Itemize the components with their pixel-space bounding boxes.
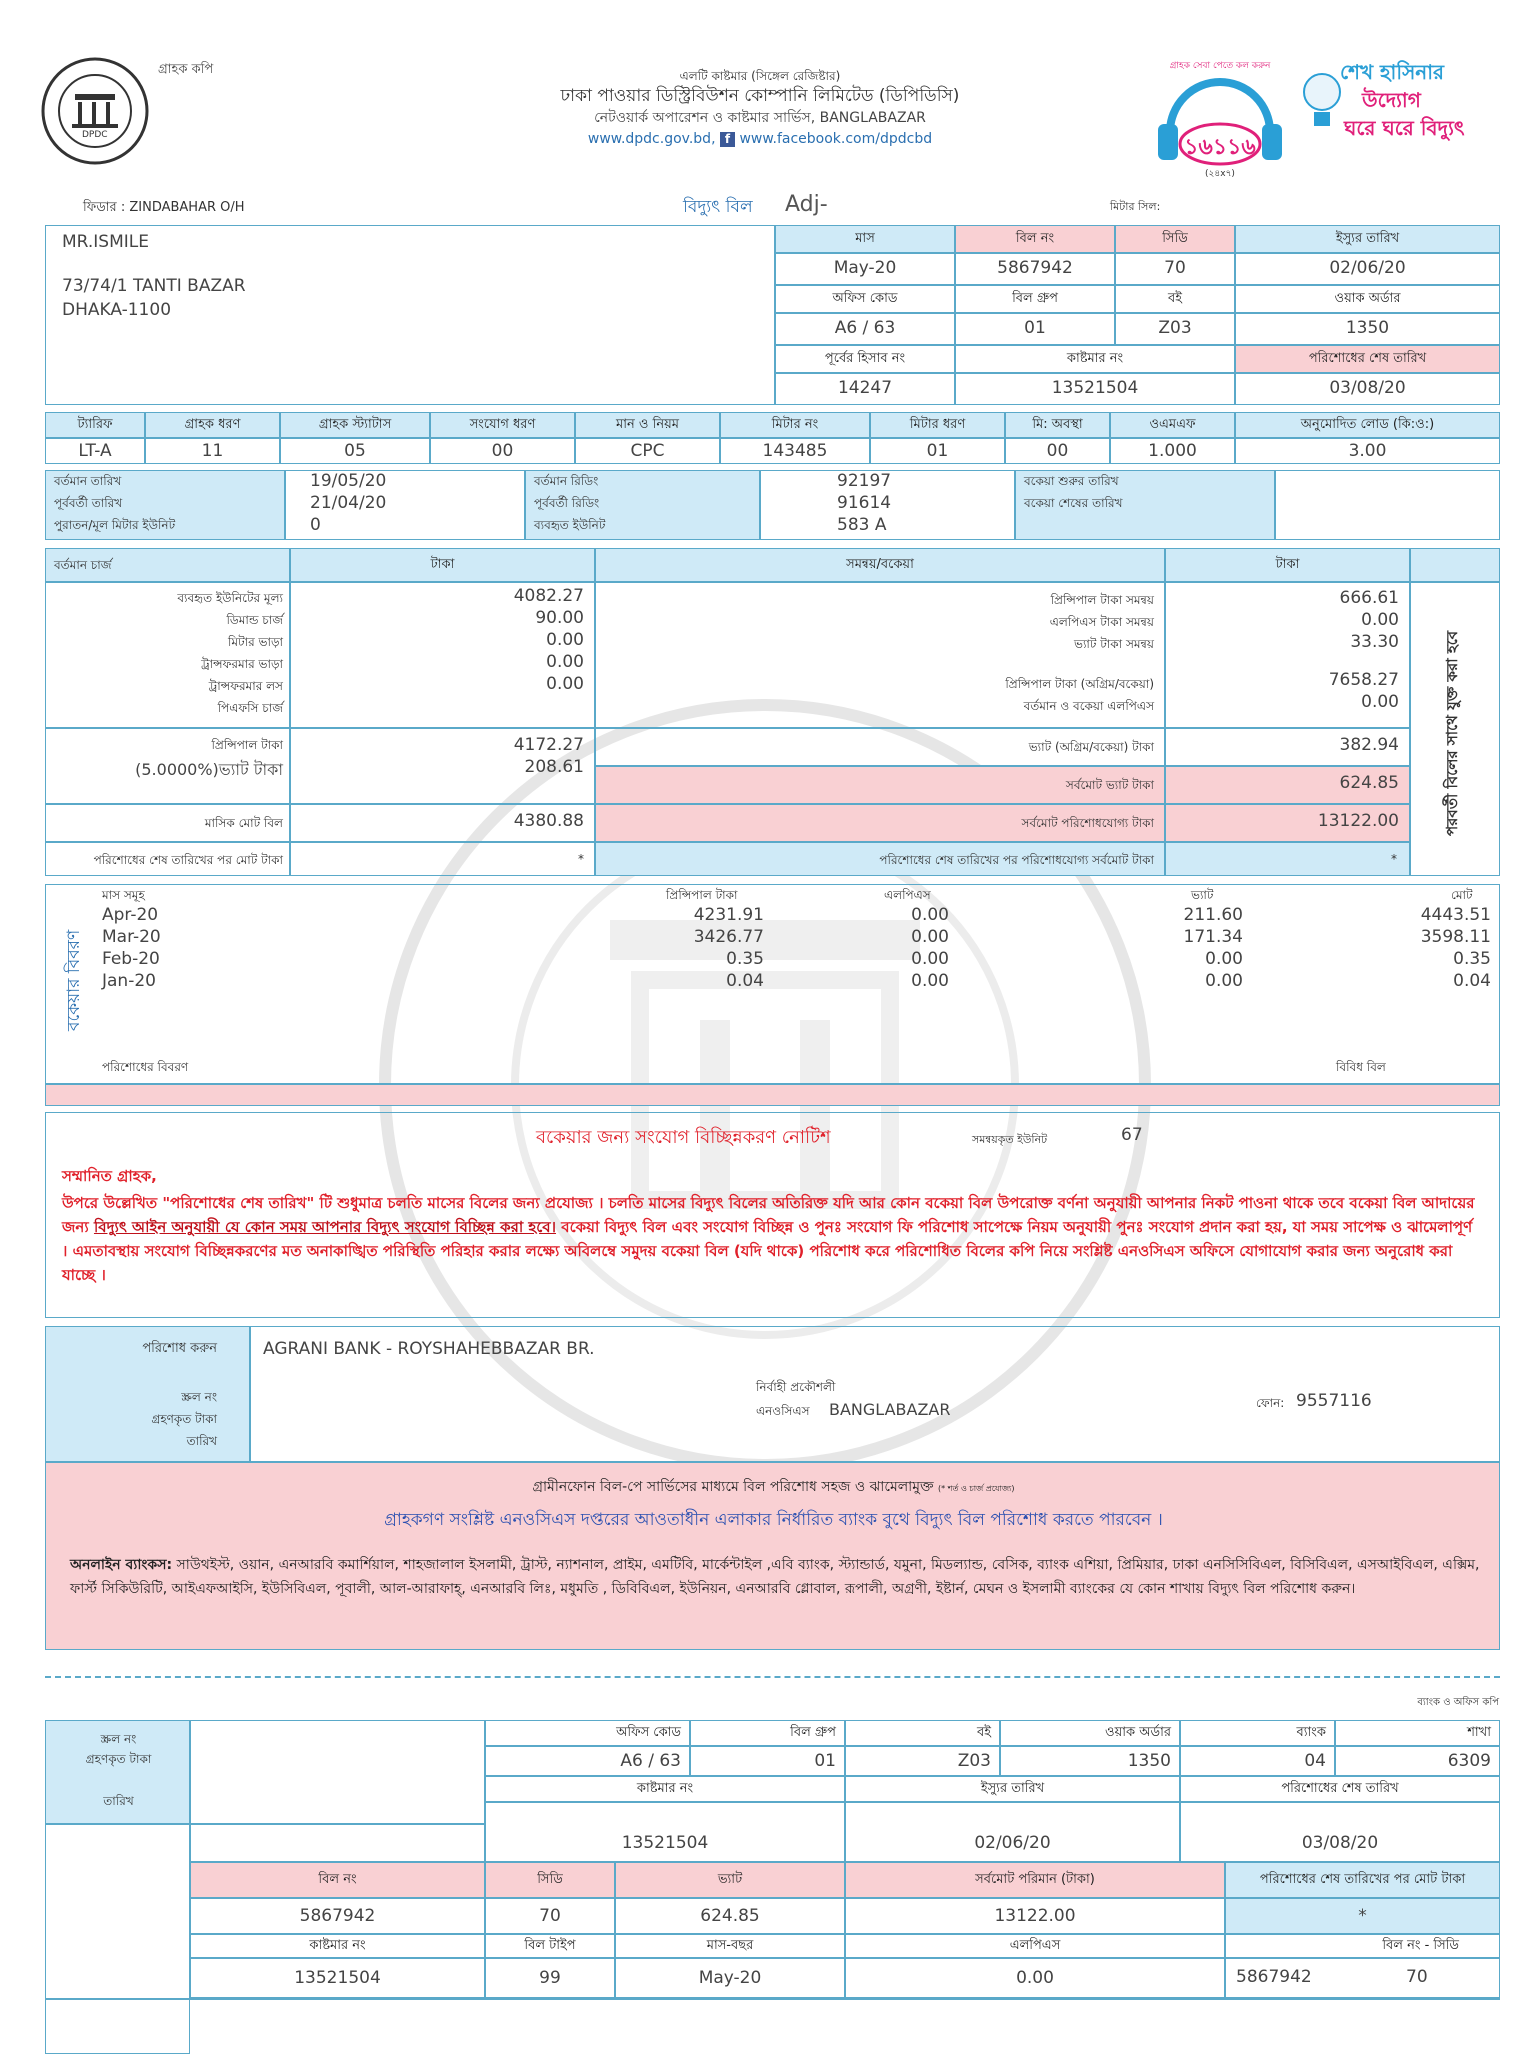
oc-value: 13122.00 [845,1898,1225,1934]
vat-adv-value-cell [1165,728,1410,766]
oc-blank2 [190,1824,485,1862]
oc-header: কাষ্টমার নং [190,1934,485,1958]
nocs-label: এনওসিএস [756,1404,810,1418]
charge-value: 0.00 [546,674,584,694]
oc-header: পরিশোধের শেষ তারিখের পর মোট টাকা [1225,1862,1500,1898]
hotline-number: ১৬১১৬ [1184,135,1256,160]
oc-value: * [1225,1898,1500,1934]
principal-value: 4172.27 [513,735,584,755]
customer-box [45,225,775,405]
oc-value: May-20 [615,1958,845,1998]
oc-value: 02/06/20 [845,1802,1180,1862]
arrear-date-labels [1015,470,1275,540]
phone-value: 9557116 [1296,1391,1372,1411]
used-unit-value: 583 A [837,515,887,535]
reading-date-values [285,470,525,540]
oc-left-blank [45,1824,190,2054]
tariff-value: 11 [145,438,280,464]
label-previous-date: পূর্ববর্তী তারিখ [54,496,123,510]
oc-label-scroll: স্ক্রল নং [100,1732,137,1746]
misc-bill-label: বিবিধ বিল [1336,1060,1386,1074]
arrear-month: Apr-20 [102,905,159,925]
arrear-month: Mar-20 [102,927,161,947]
customer-address1: 73/74/1 TANTI BAZAR [62,276,246,296]
due-date-value: 03/08/20 [1235,373,1500,405]
label-after-due-payable: পরিশোধের শেষ তারিখের পর পরিশোধযোগ্য সর্বমোট টাকা [879,853,1154,867]
label-pay: পরিশোধ করুন [142,1341,217,1356]
company-header [450,68,1070,150]
oc-blank1 [190,1720,485,1824]
oc-header: এলপিএস [845,1934,1225,1958]
oc-labels [45,1720,190,1824]
label-arrear-end: বকেয়া শেষের তারিখ [1024,496,1123,510]
arrear-lps: 0.00 [911,927,949,947]
notice-p2: বকেয়া বিদ্যুৎ বিল এবং সংযোগ বিচ্ছিন্ন ও পুনঃ সংযোগ ফি পরিশোধ সাপেক্ষে নিয়ম অনুযায়ী পুনঃ সংযোগ প্রদান করা হয়, যা সময় সাপেক্ষ ও ঝামেলাপূর্ণ । এমতাবস্থায় সংযোগ বিচ্ছিন্নকরণের মত অনাকাঙ্খিত পরিস্থিতি পরিহার করার লক্ষ্যে অবিলম্বে সমুদয় বকেয়া বিল (যদি থাকে) পরিশোধ করে পরিশোধিত বিলের কপি নিয়ে সংশ্লিষ্ট এনওসিএস অফিসে যোগাযোগ করার জন্য অনুরোধ করা যাচ্ছে । [62,1218,1473,1284]
arrear-principal: 3426.77 [693,927,764,947]
facebook-icon: f [720,132,735,147]
label-scroll-no: স্ক্রল নং [181,1390,217,1404]
dpdc-logo [40,56,150,166]
oc-header: কাষ্টমার নং [485,1776,845,1802]
oc-header: সিডি [485,1862,615,1898]
adjust-label: এলপিএস টাকা সমন্বয় [1049,615,1154,629]
promo-line1-note: (* শর্ত ও চার্জ প্রযোজ্য) [938,1484,1015,1493]
charge-label: ডিমান্ড চার্জ [226,613,283,627]
h-arrear-total: মোট [1451,888,1473,902]
after-due-label-cell [45,842,290,876]
tariff-value: CPC [575,438,720,464]
header-line3: নেটওয়ার্ক অপারেশন ও কাষ্টমার সার্ভিস, BANGLABAZAR [594,110,926,126]
adjust-label: ভ্যাট টাকা সমন্বয় [1074,637,1154,651]
customer-copy-label: গ্রাহক কপি [158,62,214,77]
h-due-date: পরিশোধের শেষ তারিখ [1235,345,1500,373]
logo-text: DPDC [82,130,108,140]
arrear-total: 4443.51 [1420,905,1491,925]
total-vat-label-cell [595,766,1165,804]
arrear-lps: 0.00 [911,971,949,991]
oc-value: Z03 [845,1746,1000,1776]
arrear-month: Jan-20 [102,971,156,991]
h-office-code: অফিস কোড [775,285,955,313]
bill-no-value: 5867942 [955,253,1115,285]
charge-labels [45,582,290,728]
h-bill-no: বিল নং [955,225,1115,253]
adjust-value: 0.00 [1361,610,1399,630]
adjust-value: 7658.27 [1328,670,1399,690]
tariff-value: 143485 [720,438,870,464]
pay-label-cell [45,1326,250,1462]
oc-label-received: গ্রহণকৃত টাকা [85,1752,152,1766]
tariff-value: 00 [430,438,575,464]
arrear-lps: 0.00 [911,905,949,925]
label-arrear-start: বকেয়া শুরুর তারিখ [1024,474,1119,488]
slogan-line1: শেখ হাসিনার [1340,60,1445,84]
tariff-header: গ্রাহক ধরণ [145,412,280,438]
month-value: May-20 [775,253,955,285]
company-name: ঢাকা পাওয়ার ডিস্ট্রিবিউশন কোম্পানি লিমিটেড (ডিপিডিসি) [560,86,960,106]
label-received-amount: গ্রহণকৃত টাকা [151,1412,217,1426]
vat-advance-value: 382.94 [1339,735,1399,755]
executive-engineer: নির্বাহী প্রকৌশলী [756,1380,836,1394]
oc-value: 04 [1180,1746,1335,1776]
current-reading-value: 92197 [837,471,892,491]
h-arrear-lps: এলপিএস [884,888,931,902]
old-meter-unit-value: 0 [310,515,321,535]
h-arrear-vat: ভ্যাট [1191,888,1214,902]
principal-labels [45,728,290,804]
charge-label: মিটার ভাড়া [228,635,283,649]
oc-header: অফিস কোড [485,1720,690,1746]
meter-seal: মিটার সিল: [1110,200,1161,213]
side-header-blank [1410,548,1500,582]
arrears-pink-bar [45,1084,1500,1106]
payment-details-label: পরিশোধের বিবরণ [102,1060,189,1074]
h-taka2: টাকা [1165,548,1410,582]
charge-value: 90.00 [535,608,584,628]
bulb-icon [1300,66,1344,146]
side-note-cell [1410,582,1500,876]
tariff-header: সংযোগ ধরণ [430,412,575,438]
arrear-vat: 0.00 [1205,971,1243,991]
customer-name: MR.ISMILE [62,232,149,252]
h-current-charge: বর্তমান চার্জ [45,548,290,582]
label-current-reading: বর্তমান রিডিং [534,474,599,488]
arrear-total: 0.35 [1453,949,1491,969]
monthly-value-cell [290,804,595,842]
oc-header: ওয়াক অর্ডার [1000,1720,1180,1746]
online-banks-label: অনলাইন ব্যাংকস: [70,1557,173,1573]
arrear-principal: 0.35 [726,949,764,969]
hotline-top: গ্রাহক সেবা পেতে কল করুন [1169,61,1271,71]
cut-line [45,1676,1500,1678]
tariff-value: 1.000 [1110,438,1235,464]
hotline-sub: (২৪x৭) [1205,169,1235,179]
label-previous-reading: পূর্ববর্তী রিডিং [534,496,600,510]
charge-label: ব্যবহৃত ইউনিটের মূল্য [177,591,283,605]
monthly-total-value: 4380.88 [513,811,584,831]
adjust-label: প্রিন্সিপাল টাকা সমন্বয় [1050,593,1154,607]
charge-label: ট্রান্সফরমার লস [208,679,283,693]
label-vat: (5.0000%)ভ্যাট টাকা [135,760,283,779]
slogan-block [1300,58,1500,158]
reading-labels [525,470,760,540]
current-date-value: 19/05/20 [310,471,387,491]
arrears-side-label: বকেয়ার বিবরণ [64,929,84,1031]
charge-value: 4082.27 [513,586,584,606]
website-link[interactable]: www.dpdc.gov.bd, [587,131,716,147]
tariff-header: গ্রাহক স্ট্যাটাস [280,412,430,438]
side-note: পরবর্তী বিলের সাথে যুক্ত করা হবে [1443,630,1461,836]
oc-value: 70 [1406,1967,1428,1987]
h-month: মাস [775,225,955,253]
adjust-values [1165,582,1410,728]
walk-order-value: 1350 [1235,313,1500,345]
label-used-unit: ব্যবহৃত ইউনিট [534,518,606,532]
after-due-payable-value: * [1391,852,1397,866]
tariff-value: LT-A [45,438,145,464]
oc-value: 01 [690,1746,845,1776]
adjust-label: বর্তমান ও বকেয়া এলপিএস [1023,699,1154,713]
oc-header: বিল নং - সিডি [1225,1934,1500,1958]
arrear-principal: 4231.91 [693,905,764,925]
oc-value: 5867942 [1236,1967,1312,1987]
label-old-meter-unit: পুরাতন/মূল মিটার ইউনিট [54,518,176,532]
adj-units-label: সমন্বয়কৃত ইউনিট [972,1133,1048,1146]
prev-account-value: 14247 [775,373,955,405]
arrear-vat: 211.60 [1183,905,1243,925]
label-after-due: পরিশোধের শেষ তারিখের পর মোট টাকা [93,853,283,867]
notice-emphasis: বিদ্যুৎ আইন অনুযায়ী যে কোন সময় আপনার বিদ্যুৎ সংযোগ বিচ্ছিন্ন করা হবে। [93,1218,557,1236]
adj-label: Adj- [785,192,828,217]
tariff-value: 3.00 [1235,438,1500,464]
oc-header: ব্যাংক [1180,1720,1335,1746]
adjust-value: 0.00 [1361,692,1399,712]
oc-label-date: তারিখ [103,1794,134,1808]
oc-header: ইস্যুর তারিখ [845,1776,1180,1802]
bank-name: AGRANI BANK - ROYSHAHEBBAZAR BR. [263,1339,595,1359]
promo-line2: গ্রাহকগণ সংশ্লিষ্ট এনওসিএস দপ্তরের আওতাধীন এলাকার নির্ধারিত ব্যাংক বুথে বিদ্যুৎ বিল পরিশোধ করতে পারবেন । [384,1510,1163,1530]
adjust-value: 666.61 [1339,588,1399,608]
h-walk-order: ওয়াক অর্ডার [1235,285,1500,313]
total-vat-value-cell [1165,766,1410,804]
hotline-badge [1150,52,1290,182]
tariff-header: মিটার ধরণ [870,412,1005,438]
oc-header: বই [845,1720,1000,1746]
h-bill-group: বিল গ্রুপ [955,285,1115,313]
label-total-payable: সর্বমোট পরিশোধযোগ্য টাকা [1021,816,1154,830]
tariff-value: 05 [280,438,430,464]
h-arrear-month: মাস সমূহ [102,888,145,902]
principal-values [290,728,595,804]
label-monthly-total: মাসিক মোট বিল [204,816,283,830]
label-vat-advance: ভ্যাট (অগ্রিম/বকেয়া) টাকা [1028,740,1154,754]
label-total-vat: সর্বমোট ভ্যাট টাকা [1065,778,1154,792]
label-principal: প্রিন্সিপাল টাকা [211,738,283,752]
customer-address2: DHAKA-1100 [62,300,172,320]
after-due-value: * [578,852,584,866]
promo-box [45,1462,1500,1650]
after-due2-label-cell [595,842,1165,876]
tariff-header: ট্যারিফ [45,412,145,438]
total-payable-value-cell [1165,804,1410,842]
cd-value: 70 [1115,253,1235,285]
office-copy-label: ব্যাংক ও অফিস কপি [1417,1697,1499,1708]
facebook-link[interactable]: www.facebook.com/dpdcbd [739,131,933,147]
charge-label: ট্রান্সফরমার ভাড়া [201,657,283,671]
arrears-box [45,884,1500,1084]
reading-values [760,470,1015,540]
slogan-line3: ঘরে ঘরে বিদ্যুৎ [1344,116,1465,140]
notice-greeting: সম্মানিত গ্রাহক, [62,1167,157,1185]
book-value: Z03 [1115,313,1235,345]
header-line1: এলটি কাষ্টমার (সিঙ্গেল রেজিষ্টার) [679,69,841,83]
oc-value: 0.00 [845,1958,1225,1998]
oc-value: 5867942 [190,1898,485,1934]
oc-value: 6309 [1335,1746,1500,1776]
office-code-value: A6 / 63 [775,313,955,345]
h-arrear-principal: প্রিন্সিপাল টাকা [666,888,738,902]
oc-value: 1350 [1000,1746,1180,1776]
after-due2-value-cell [1165,842,1410,876]
promo-banks [70,1553,1480,1601]
oc-value: A6 / 63 [485,1746,690,1776]
oc-header: পরিশোধের শেষ তারিখ [1180,1776,1500,1802]
oc-header: বিল টাইপ [485,1934,615,1958]
label-current-date: বর্তমান তারিখ [54,474,122,488]
total-vat-value: 624.85 [1339,773,1399,793]
tariff-header: মান ও নিয়ম [575,412,720,438]
h-cd: সিডি [1115,225,1235,253]
adjust-value: 33.30 [1350,632,1399,652]
oc-value: 13521504 [485,1802,845,1862]
promo-line1-text: গ্রামীনফোন বিল-পে সার্ভিসের মাধ্যমে বিল পরিশোধ সহজ ও ঝামেলামুক্ত [532,1479,934,1495]
notice-p1: উপরে উল্লেখিত "পরিশোধের শেষ তারিখ" টি শুধুমাত্র চলতি মাসের বিলের জন্য প্রযোজ্য । চলতি মাসের বিদ্যুৎ বিলের অতিরিক্ত যদি আর কোন বকেয়া বিল উপরোক্ত বর্ণনা অনুযায়ী আপনার নিকট পাওনা থাকে তবে বকেয়া বিল আদায়ের জন্য [62,1194,1475,1236]
oc-header: বিল গ্রুপ [690,1720,845,1746]
adjust-labels [595,582,1165,728]
oc-value: 03/08/20 [1180,1802,1500,1862]
nocs-value: BANGLABAZAR [829,1400,951,1419]
charge-values [290,582,595,728]
arrear-lps: 0.00 [911,949,949,969]
h-adjustment: সমন্বয়/বকেয়া [595,548,1165,582]
tariff-value: 00 [1005,438,1110,464]
header-links [450,128,1070,150]
oc-header: বিল নং [190,1862,485,1898]
oc-value: 624.85 [615,1898,845,1934]
total-payable-label-cell [595,804,1165,842]
previous-reading-value: 91614 [837,493,892,513]
oc-header: মাস-বছর [615,1934,845,1958]
h-book: বই [1115,285,1235,313]
charge-value: 0.00 [546,630,584,650]
customer-no-value: 13521504 [955,373,1235,405]
tariff-header: ওএমএফ [1110,412,1235,438]
arrear-date-values [1275,470,1500,540]
total-payable-value: 13122.00 [1317,811,1399,831]
oc-header: শাখা [1335,1720,1500,1746]
oc-value: 13521504 [190,1958,485,1998]
arrear-total: 3598.11 [1420,927,1491,947]
oc-bottom-line [45,1998,1500,2000]
tariff-header: অনুমোদিত লোড (কি:ও:) [1235,412,1500,438]
h-taka: টাকা [290,548,595,582]
charge-value: 0.00 [546,652,584,672]
adjust-label: প্রিন্সিপাল টাকা (অগ্রিম/বকেয়া) [1005,677,1154,691]
oc-value: 70 [485,1898,615,1934]
pay-bank-cell [250,1326,1500,1462]
bill-group-value: 01 [955,313,1115,345]
arrear-vat: 171.34 [1183,927,1243,947]
monthly-label-cell [45,804,290,842]
h-customer-no: কাষ্টমার নং [955,345,1235,373]
arrear-month: Feb-20 [102,949,160,969]
feeder: ফিডার : ZINDABAHAR O/H [83,200,245,215]
notice-title: বকেয়ার জন্য সংযোগ বিচ্ছিন্নকরণ নোটিশ [536,1127,831,1148]
phone-label: ফোন: [1256,1396,1285,1410]
notice-body [62,1191,1482,1287]
promo-line1 [46,1475,1500,1499]
slogan-line2: উদ্যোগ [1362,88,1421,112]
tariff-header: মি: অবস্থা [1005,412,1110,438]
h-prev-account: পূর্বের হিসাব নং [775,345,955,373]
arrear-principal: 0.04 [726,971,764,991]
oc-bill-cd-cell [1225,1958,1500,1998]
oc-header: ভ্যাট [615,1862,845,1898]
online-banks-list: সাউথইস্ট, ওয়ান, এনআরবি কমার্শিয়াল, শাহজালাল ইসলামী, ট্রাস্ট, ন্যাশনাল, প্রাইম, এমটিবি, মার্কেন্টাইল ,এবি ব্যাংক, স্ট্যান্ডার্ড, যমুনা, মিডল্যান্ড, বেসিক, ব্যাংক এশিয়া, প্রিমিয়ার, ঢাকা এনসিসিবিএল, বিসিবিএল, এসআইবিএল, এক্সিম, ফার্স্ট সিকিউরিটি, আইএফআইসি, ইউসিবিএল, পূবালী, আল-আরাফাহ্‌, এনআরবি লিঃ, মধুমতি , ডিবিবিএল, ইউনিয়ন, এনআরবি গ্লোবাল, রূপালী, অগ্রণী, ইষ্টার্ন, মেঘন ও ইসলামী ব্যাংকের যে কোন শাখায় বিদ্যুৎ বিল পরিশোধ করুন। [70,1557,1480,1597]
previous-date-value: 21/04/20 [310,493,387,513]
arrear-total: 0.04 [1453,971,1491,991]
tariff-header: মিটার নং [720,412,870,438]
after-due-value-cell [290,842,595,876]
issue-date-value: 02/06/20 [1235,253,1500,285]
oc-header: সর্বমোট পরিমান (টাকা) [845,1862,1225,1898]
reading-date-labels [45,470,285,540]
adj-units-value: 67 [1121,1125,1143,1145]
h-issue-date: ইস্যুর তারিখ [1235,225,1500,253]
notice-box [45,1112,1500,1318]
tariff-value: 01 [870,438,1005,464]
charge-label: পিএফসি চার্জ [217,701,283,715]
bill-title: বিদ্যুৎ বিল [683,197,753,217]
vat-adv-label-cell [595,728,1165,766]
oc-value: 99 [485,1958,615,1998]
arrear-vat: 0.00 [1205,949,1243,969]
label-date: তারিখ [186,1434,217,1448]
vat-value: 208.61 [524,757,584,777]
